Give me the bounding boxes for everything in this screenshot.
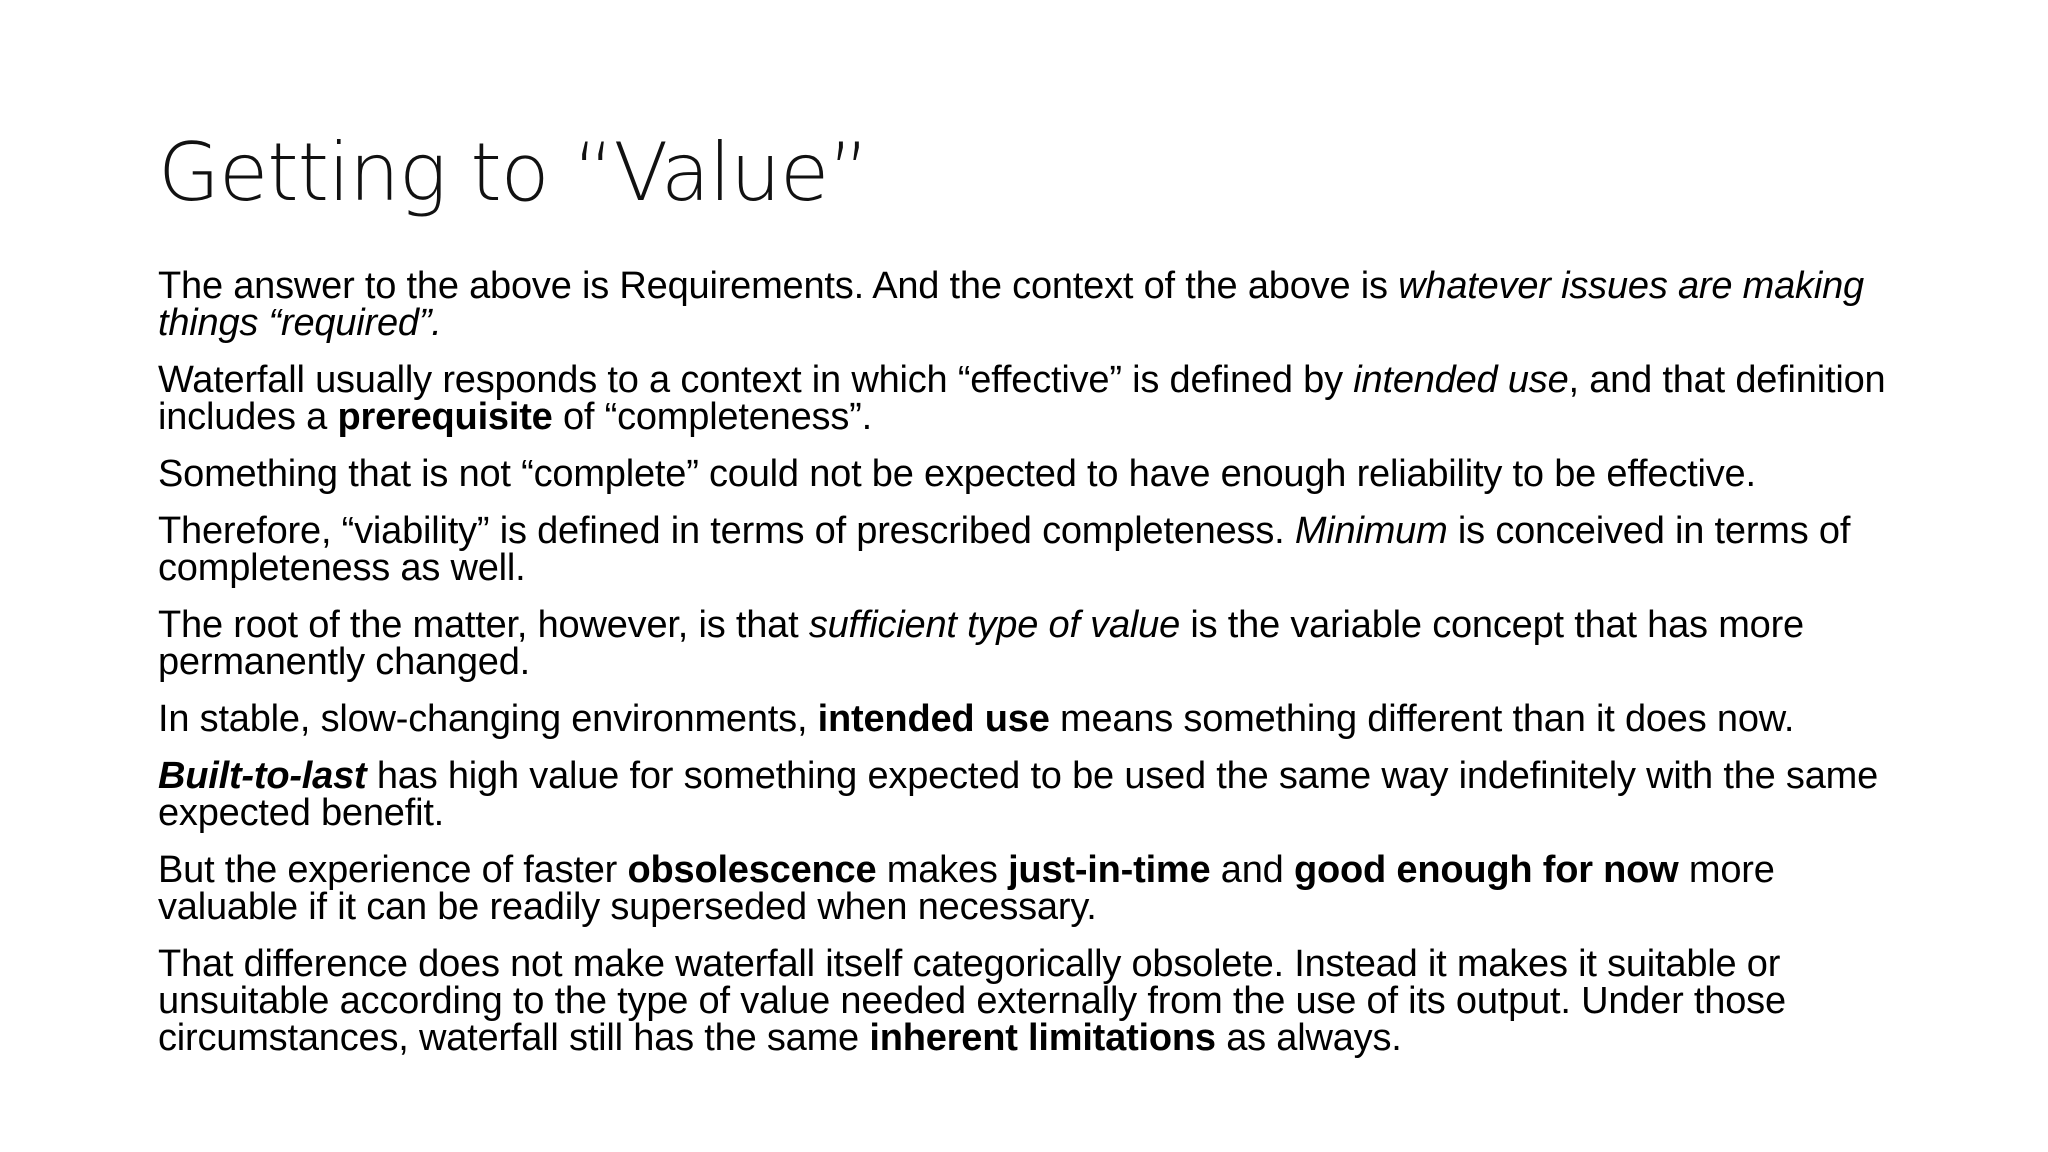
paragraph-text: and (1210, 849, 1294, 891)
paragraph-text: is the variable concept that has more permanently changed. (158, 604, 1804, 683)
italic-text: sufficient type of value (808, 604, 1181, 646)
paragraph-text: more valuable if it can be readily superseded when necessary. (158, 849, 1775, 928)
paragraph-text: The root of the matter, however, is that (158, 604, 809, 646)
body-paragraph (158, 265, 1918, 344)
body-paragraph (158, 943, 1918, 1059)
paragraph-text: , and that definition includes a (158, 359, 1886, 438)
paragraph-text: In stable, slow-changing environments, (158, 698, 818, 740)
bold-text: inherent limitations (869, 1017, 1216, 1059)
body-paragraph (158, 510, 1918, 589)
body-paragraph (158, 849, 1918, 928)
italic-text: intended use (1353, 359, 1569, 401)
paragraph-text: Waterfall usually responds to a context in which “effective” is defined by (158, 359, 1354, 401)
bold-text: good enough for now (1293, 849, 1679, 891)
body-paragraph (158, 453, 1918, 495)
slide-body (158, 265, 1918, 1077)
bold-text: intended use (817, 698, 1050, 740)
bold-text: obsolescence (627, 849, 877, 891)
paragraph-text: That difference does not make waterfall itself categorically obsolete. Instead it makes it suitable or unsuitable according to the type of value needed externally from the use of its output. Under those circumstances, waterfall still has the same (158, 943, 1786, 1059)
body-paragraph (158, 359, 1918, 438)
italic-text: Minimum (1294, 510, 1448, 552)
body-paragraph (158, 755, 1918, 834)
paragraph-text: has high value for something expected to be used the same way indefinitely with the same expected benefit. (158, 755, 1879, 834)
body-paragraph (158, 698, 1918, 740)
bold-text: just-in-time (1008, 849, 1211, 891)
paragraph-text: But the experience of faster (158, 849, 628, 891)
paragraph-text: is conceived in terms of completeness as well. (158, 510, 1851, 589)
bold-text: Built-to-last (158, 755, 367, 797)
paragraph-text: The answer to the above is Requirements. And the context of the above is (158, 265, 1399, 307)
paragraph-text: means something different than it does now. (1049, 698, 1795, 740)
paragraph-text: Therefore, “viability” is defined in terms of prescribed completeness. (158, 510, 1295, 552)
italic-text: whatever issues are making things “required”. (158, 265, 1864, 344)
paragraph-text: of “completeness”. (552, 396, 872, 438)
slide-title: Getting to “Value” (158, 126, 869, 219)
bold-text: prerequisite (337, 396, 553, 438)
paragraph-text: as always. (1215, 1017, 1402, 1059)
paragraph-text: makes (876, 849, 1009, 891)
body-paragraph (158, 604, 1918, 683)
paragraph-text: Something that is not “complete” could not be expected to have enough reliability to be effective. (158, 453, 1756, 495)
